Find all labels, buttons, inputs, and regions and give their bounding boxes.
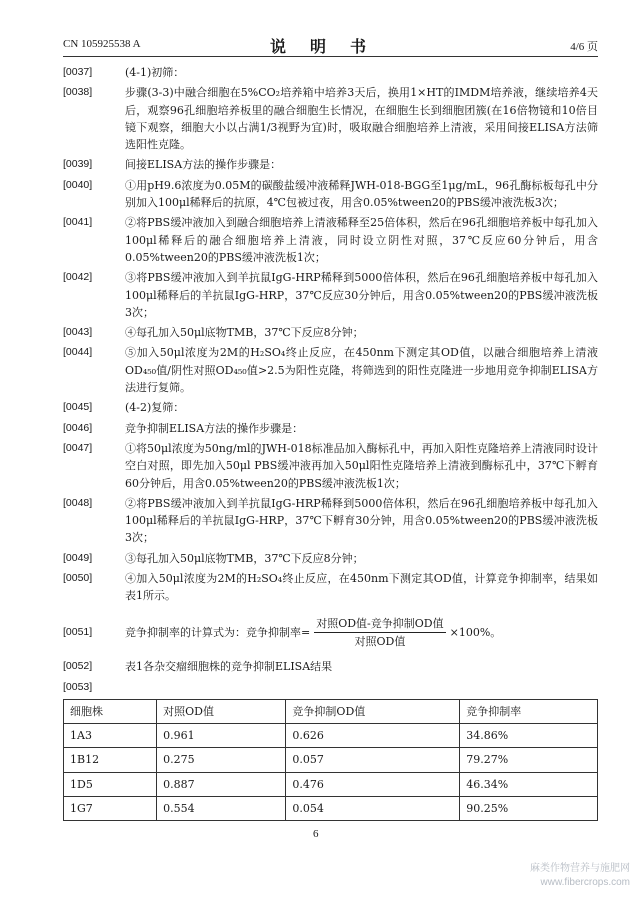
paragraph: [63, 399, 598, 416]
paragraph-number: [0047]: [63, 441, 93, 454]
table-cell: 79.27%: [460, 748, 598, 772]
table-cell: 0.554: [157, 796, 286, 820]
paragraph-text: 竞争抑制ELISA方法的操作步骤是：: [125, 421, 304, 435]
table-cell: 0.275: [157, 748, 286, 772]
paragraph: [63, 214, 598, 266]
paragraph-number: [0053]: [63, 680, 93, 693]
table-cell: 34.86%: [460, 724, 598, 748]
table-row: [64, 772, 598, 796]
paragraph-number: [0042]: [63, 271, 93, 284]
table-cell: 1B12: [64, 748, 157, 772]
page-indicator: 4/6 页: [570, 41, 598, 53]
document-body: [63, 64, 598, 821]
table-row: [64, 724, 598, 748]
page-number: 6: [313, 828, 319, 840]
paragraph-text: ②将PBS缓冲液加入到羊抗鼠IgG-HRP稀释到5000倍体积，然后在96孔细胞培养板中每孔加入100μl稀释后的羊抗鼠IgG-HRP，37℃下孵育30分钟，用含0.05%tween20的PBS缓冲液洗板3次；: [125, 496, 598, 545]
paragraph: [63, 550, 598, 567]
patent-number: CN 105925538 A: [63, 38, 141, 50]
results-table: [63, 699, 598, 821]
paragraph-text: (4-1)初筛：: [125, 66, 185, 79]
formula-denominator: 对照OD值: [354, 634, 406, 648]
paragraph: [63, 440, 598, 492]
paragraph-number: [0039]: [63, 158, 93, 171]
document-title: 说 明 书: [270, 39, 377, 56]
paragraph: [63, 420, 598, 437]
formula-prefix: 竞争抑制率的计算式为：竞争抑制率=: [125, 625, 311, 639]
paragraph-number: [0052]: [63, 660, 93, 673]
paragraph-list: [63, 64, 598, 605]
table-cell: 1G7: [64, 796, 157, 820]
paragraph-number: [0041]: [63, 216, 93, 229]
paragraph-text: ③将PBS缓冲液加入到羊抗鼠IgG-HRP稀释到5000倍体积，然后在96孔细胞培养板中每孔加入100μl稀释后的羊抗鼠IgG-HRP，37℃反应30分钟后，用含0.05%tween20的PBS缓冲液洗板3次；: [125, 271, 598, 319]
paragraph: [63, 269, 598, 321]
paragraph-number: [0038]: [63, 86, 93, 99]
table-cell: 0.961: [157, 724, 286, 748]
paragraph-number: [0045]: [63, 401, 93, 414]
table-cell: 1A3: [64, 724, 157, 748]
paragraph-number: [0043]: [63, 326, 93, 339]
column-header: 竞争抑制OD值: [286, 699, 460, 723]
paragraph-text: ④加入50μl浓度为2M的H₂SO₄终止反应，在450nm下测定其OD值，计算竞争抑制率，结果如表1所示。: [125, 572, 598, 603]
column-header: 对照OD值: [157, 699, 286, 723]
table-cell: 0.054: [286, 796, 460, 820]
formula-suffix: ×100%。: [449, 625, 502, 639]
watermark-line2: www.fibercrops.com: [540, 877, 630, 888]
table-cell: 0.057: [286, 748, 460, 772]
paragraph-text: ①将50μl浓度为50ng/ml的JWH-018标准品加入酶标孔中，再加入阳性克隆培养上清液同时设计空白对照，即先加入50μl PBS缓冲液再加入50μl阳性克隆培养上清液到酶标孔中，37℃下孵育60分钟后，用含0.05%tween20的PBS缓冲液洗板1次；: [125, 441, 598, 490]
paragraph-number: [0048]: [63, 496, 93, 509]
table-cell: 0.887: [157, 772, 286, 796]
paragraph: [63, 156, 598, 173]
table-cell: 0.476: [286, 772, 460, 796]
table-number-line: [63, 679, 598, 696]
paragraph-number: [0050]: [63, 572, 93, 585]
paragraph: [63, 84, 598, 153]
table-header-row: [64, 699, 598, 723]
table-cell: 46.34%: [460, 772, 598, 796]
paragraph: [63, 344, 598, 396]
table-cell: 90.25%: [460, 796, 598, 820]
paragraph: [63, 177, 598, 212]
paragraph-text: 间接ELISA方法的操作步骤是：: [125, 158, 282, 172]
table-cell: 0.626: [286, 724, 460, 748]
paragraph: [63, 570, 598, 605]
formula-numerator: 对照OD值-竞争抑制OD值: [314, 615, 445, 633]
table-body: [64, 724, 598, 821]
formula-paragraph: [63, 615, 598, 651]
formula-fraction: [314, 615, 445, 651]
paragraph-number: [0046]: [63, 421, 93, 434]
paragraph-number: [0037]: [63, 66, 93, 78]
table-caption: [63, 658, 598, 675]
watermark-line1: 麻类作物营养与施肥网: [530, 863, 630, 874]
paragraph-text: 步骤(3-3)中融合细胞在5%CO₂培养箱中培养3天后，换用1×HT的IMDM培养液，继续培养4天后，观察96孔细胞培养板里的融合细胞生长情况，在细胞生长到细胞团簇(在16倍物镜和10倍目镜下观察，细胞大小以占满1/3视野为宜)时，吸取融合细胞培养上清液，采用间接ELISA方法筛选阳性克隆。: [125, 86, 598, 152]
paragraph-text: (4-2)复筛：: [125, 401, 185, 415]
paragraph-text: ④每孔加入50μl底物TMB，37℃下反应8分钟；: [125, 326, 364, 340]
paragraph-number: [0049]: [63, 551, 93, 564]
table-cell: 1D5: [64, 772, 157, 796]
table-row: [64, 748, 598, 772]
column-header: 细胞株: [64, 699, 157, 723]
paragraph: [63, 64, 598, 81]
header-divider: [63, 56, 598, 57]
table-row: [64, 796, 598, 820]
paragraph: [63, 495, 598, 547]
paragraph-text: ③每孔加入50μl底物TMB，37℃下反应8分钟；: [125, 551, 364, 565]
paragraph-text: ⑤加入50μl浓度为2M的H₂SO₄终止反应，在450nm下测定其OD值，以融合细胞培养上清液OD₄₅₀值/阴性对照OD₄₅₀值>2.5为阳性克隆，将筛选到的阳性克隆进一步地用竞争抑制ELISA方法进行复筛。: [125, 346, 598, 395]
paragraph-text: ①用pH9.6浓度为0.05M的碳酸盐缓冲液稀释JWH-018-BGG至1μg/mL，96孔酶标板每孔中分别加入100μl稀释后的抗原，4℃包被过夜，用含0.05%tween20的PBS缓冲液洗板3次；: [125, 178, 598, 210]
caption-text: 表1各杂交瘤细胞株的竞争抑制ELISA结果: [125, 660, 333, 674]
paragraph-number: [0044]: [63, 346, 93, 359]
paragraph-number: [0040]: [63, 178, 93, 191]
column-header: 竞争抑制率: [460, 699, 598, 723]
watermark: [530, 862, 630, 890]
paragraph-number: [0051]: [63, 625, 93, 638]
paragraph-text: ②将PBS缓冲液加入到融合细胞培养上清液稀释至25倍体积，然后在96孔细胞培养板中每孔加入100μl稀释后的融合细胞培养上清液，同时设立阴性对照，37℃反应60分钟后，用含0.05%tween20的PBS缓冲液洗板1次；: [125, 216, 598, 264]
paragraph: [63, 324, 598, 341]
